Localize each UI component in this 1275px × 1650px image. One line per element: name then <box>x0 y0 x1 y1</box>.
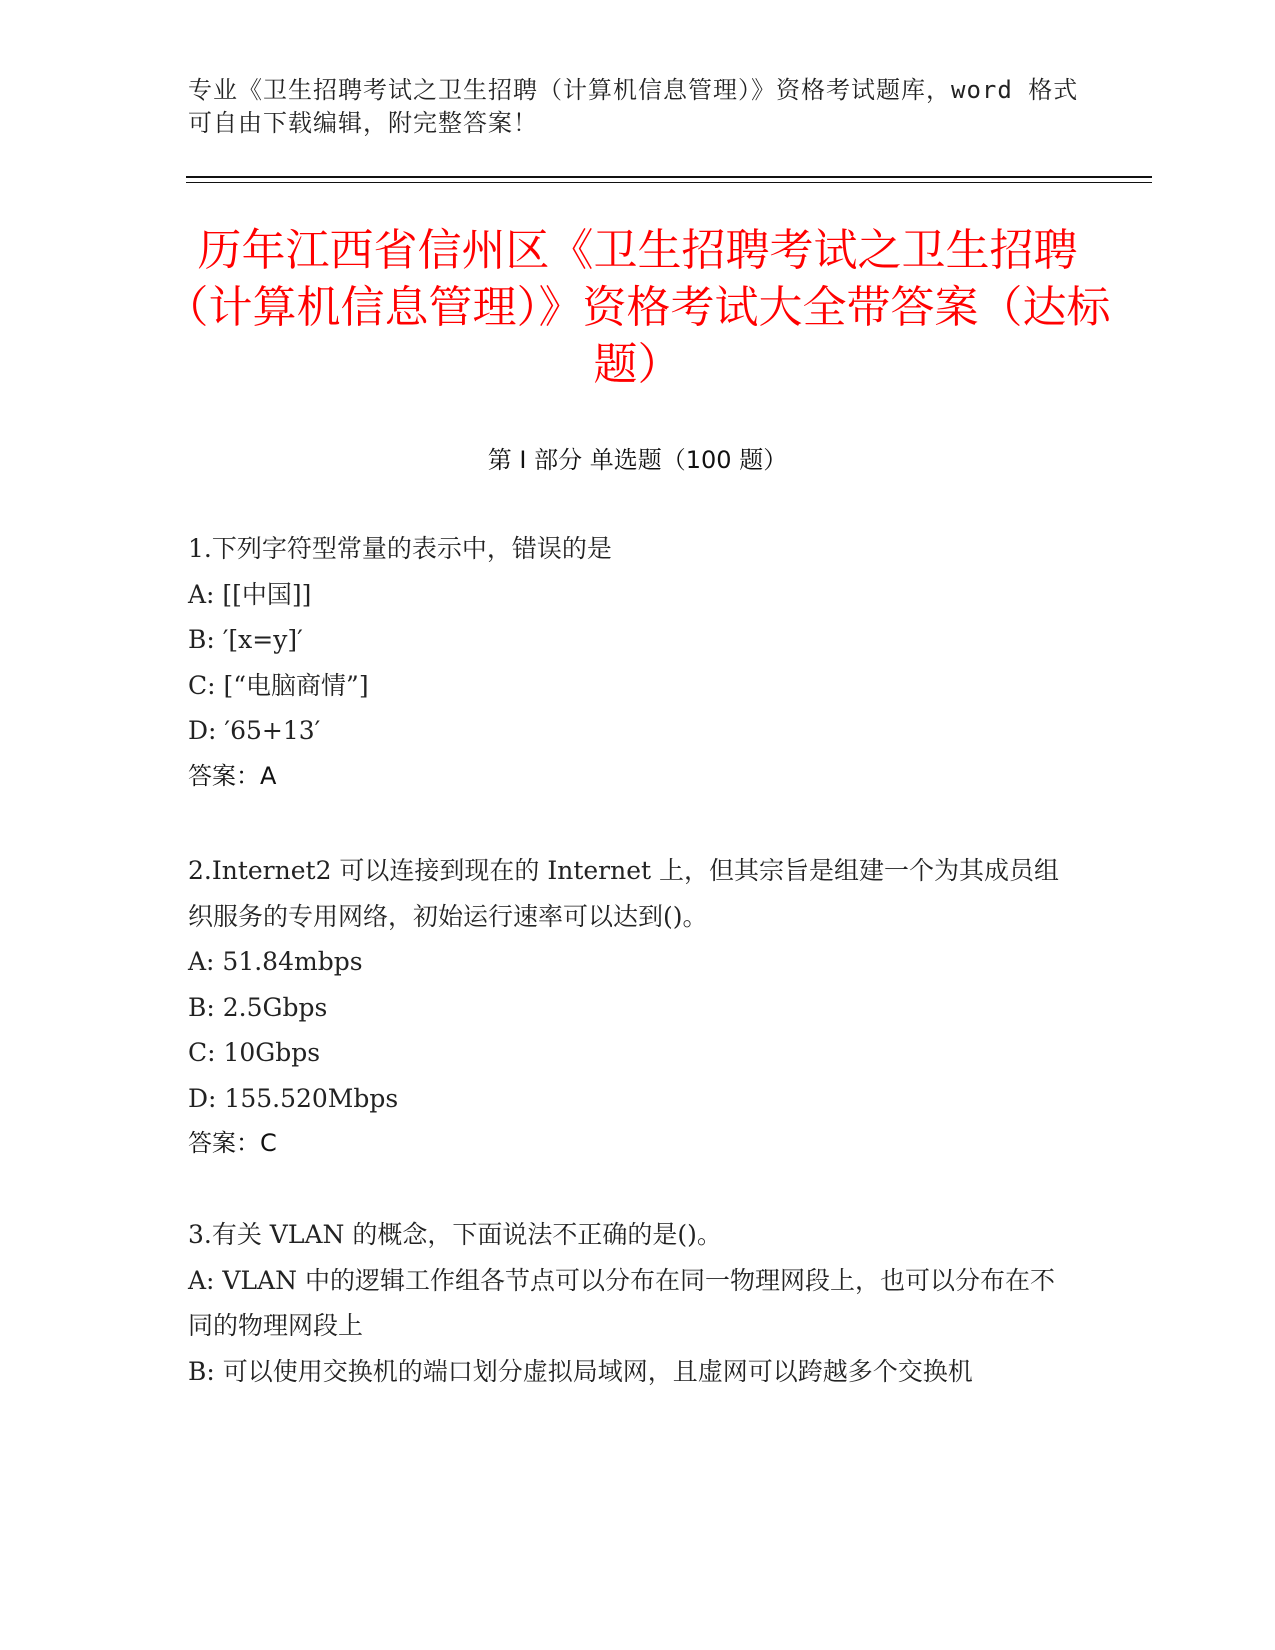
question-1 <box>188 526 1078 799</box>
option-b: B: 可以使用交换机的端口划分虚拟局域网，且虚网可以跨越多个交换机 <box>188 1356 973 1386</box>
option-a: A: 51.84mbps <box>188 947 363 976</box>
document-title: 历年江西省信州区《卫生招聘考试之卫生招聘（计算机信息管理）》资格考试大全带答案（达标题） <box>164 225 1111 390</box>
answer: 答案：C <box>188 1129 277 1157</box>
header-rule-thick <box>186 176 1152 178</box>
section-heading: 第 I 部分 单选题（100 题） <box>487 446 788 474</box>
option-b: B: 2.5Gbps <box>188 992 328 1022</box>
option-b: B: ′[x=y]′ <box>188 625 303 654</box>
question-stem: 1.下列字符型常量的表示中，错误的是 <box>188 534 612 563</box>
option-d: D: 155.520Mbps <box>188 1083 399 1113</box>
option-a: A: [[中国]] <box>188 579 312 609</box>
answer: 答案：A <box>188 761 277 790</box>
question-stem: 2.Internet2 可以连接到现在的 Internet 上，但其宗旨是组建一个为其成员组织服务的专用网络，初始运行速率可以达到()。 <box>188 856 1060 931</box>
option-c: C: 10Gbps <box>188 1038 321 1067</box>
header-rule-thin <box>186 182 1152 183</box>
question-3 <box>188 1212 1078 1394</box>
question-2 <box>188 848 1078 1167</box>
option-c: C: [“电脑商情”] <box>188 670 369 700</box>
option-a: A: VLAN 中的逻辑工作组各节点可以分布在同一物理网段上，也可以分布在不同的物理网段上 <box>188 1265 1055 1340</box>
header-text: 专业《卫生招聘考试之卫生招聘（计算机信息管理）》资格考试题库，word 格式可自由下载编辑，附完整答案！ <box>188 76 1079 137</box>
option-d: D: ′65+13′ <box>188 716 321 745</box>
question-stem: 3.有关 VLAN 的概念，下面说法不正确的是()。 <box>188 1220 722 1249</box>
